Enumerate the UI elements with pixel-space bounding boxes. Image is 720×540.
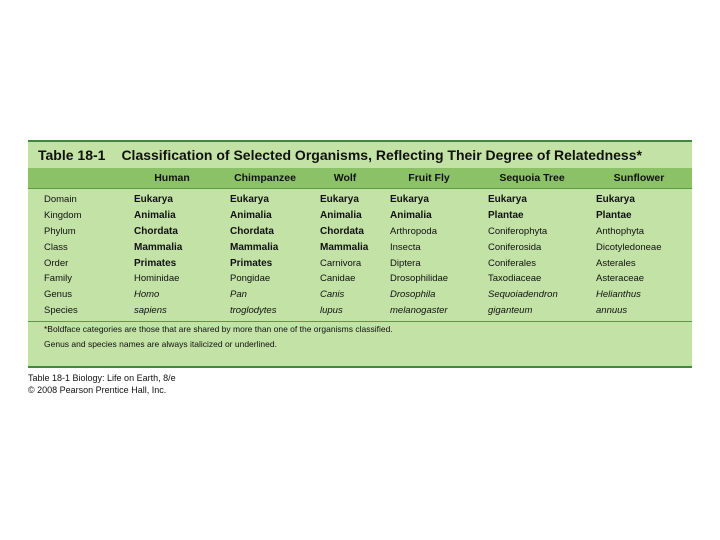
table-cell: Insecta: [390, 241, 421, 253]
row-label: Species: [44, 304, 78, 316]
row-label: Domain: [44, 194, 77, 206]
table-row: [28, 287, 692, 303]
column-header: Sunflower: [613, 172, 665, 184]
row-label: Kingdom: [44, 210, 82, 222]
table-cell: Plantae: [488, 210, 524, 222]
table-row: [28, 208, 692, 224]
table-cell: Helianthus: [596, 289, 641, 301]
row-label: Phylum: [44, 225, 76, 237]
table-cell: Eukarya: [390, 194, 429, 206]
table-cell: Mammalia: [230, 241, 279, 253]
classification-table: [28, 140, 692, 368]
table-row: [28, 255, 692, 271]
table-cell: Arthropoda: [390, 225, 438, 237]
table-cell: Diptera: [390, 257, 421, 269]
table-cell: Animalia: [230, 210, 272, 222]
table-cell: troglodytes: [230, 304, 277, 316]
table-cell: Coniferophyta: [488, 225, 548, 237]
table-cell: Mammalia: [134, 241, 183, 253]
table-cell: Hominidae: [134, 273, 180, 285]
table-cell: Eukarya: [488, 194, 527, 206]
table-cell: Chordata: [320, 225, 364, 237]
table-cell: melanogaster: [390, 304, 448, 316]
table-row: [28, 271, 692, 287]
table-row: [28, 303, 692, 319]
row-label: Class: [44, 241, 68, 253]
table-cell: Mammalia: [320, 241, 369, 253]
table-cell: Drosophilidae: [390, 273, 449, 285]
table-cell: Coniferosida: [488, 241, 542, 253]
table-cell: Plantae: [596, 210, 632, 222]
table-cell: Asteraceae: [596, 273, 645, 285]
table-cell: Pongidae: [230, 273, 271, 285]
footnote-boldface: *Boldface categories are those that are shared by more than one of the organisms classified.: [44, 324, 393, 335]
table-cell: Chordata: [134, 225, 178, 237]
column-header: Fruit Fly: [408, 172, 450, 184]
table-cell: Sequoiadendron: [488, 289, 558, 301]
table-header: [28, 168, 692, 189]
table-cell: Eukarya: [320, 194, 359, 206]
table-cell: Animalia: [320, 210, 362, 222]
copyright-line: © 2008 Pearson Prentice Hall, Inc.: [28, 385, 167, 395]
row-label: Genus: [44, 289, 72, 301]
table-cell: Anthophyta: [596, 225, 645, 237]
table-cell: Eukarya: [596, 194, 635, 206]
column-header: Chimpanzee: [234, 172, 296, 184]
table-cell: Pan: [230, 289, 247, 301]
column-header: Human: [154, 172, 190, 184]
table-cell: Carnivora: [320, 257, 362, 269]
table-cell: Primates: [134, 257, 177, 269]
footnote-italics: Genus and species names are always italicized or underlined.: [44, 339, 277, 350]
table-number: Table 18-1: [38, 147, 106, 163]
table-cell: Canis: [320, 289, 345, 301]
column-header: Sequoia Tree: [499, 172, 565, 184]
table-cell: Coniferales: [488, 257, 537, 269]
table-cell: Animalia: [134, 210, 176, 222]
table-row: [28, 224, 692, 240]
table-cell: Eukarya: [134, 194, 173, 206]
table-cell: Homo: [134, 289, 160, 301]
credit-line: Table 18-1 Biology: Life on Earth, 8/e: [28, 373, 176, 383]
table-cell: Chordata: [230, 225, 274, 237]
table-row: [28, 239, 692, 255]
row-label: Order: [44, 257, 69, 269]
table-cell: Canidae: [320, 273, 356, 285]
table-cell: Dicotyledoneae: [596, 241, 662, 253]
table-cell: Drosophila: [390, 289, 436, 301]
table-title-bar: [28, 142, 692, 168]
column-header: Wolf: [333, 172, 357, 184]
table-cell: sapiens: [134, 304, 167, 316]
table-cell: Animalia: [390, 210, 432, 222]
table-cell: Primates: [230, 257, 273, 269]
table-cell: annuus: [596, 304, 628, 316]
table-cell: Asterales: [596, 257, 636, 269]
source-credits: [28, 372, 176, 396]
table-cell: Taxodiaceae: [488, 273, 542, 285]
table-cell: giganteum: [488, 304, 533, 316]
table-cell: lupus: [320, 304, 343, 316]
table-row: [28, 192, 692, 208]
table-cell: Eukarya: [230, 194, 269, 206]
table-title: Classification of Selected Organisms, Reflecting Their Degree of Relatedness*: [121, 147, 642, 163]
row-label: Family: [44, 273, 72, 285]
table-body: [28, 189, 692, 318]
